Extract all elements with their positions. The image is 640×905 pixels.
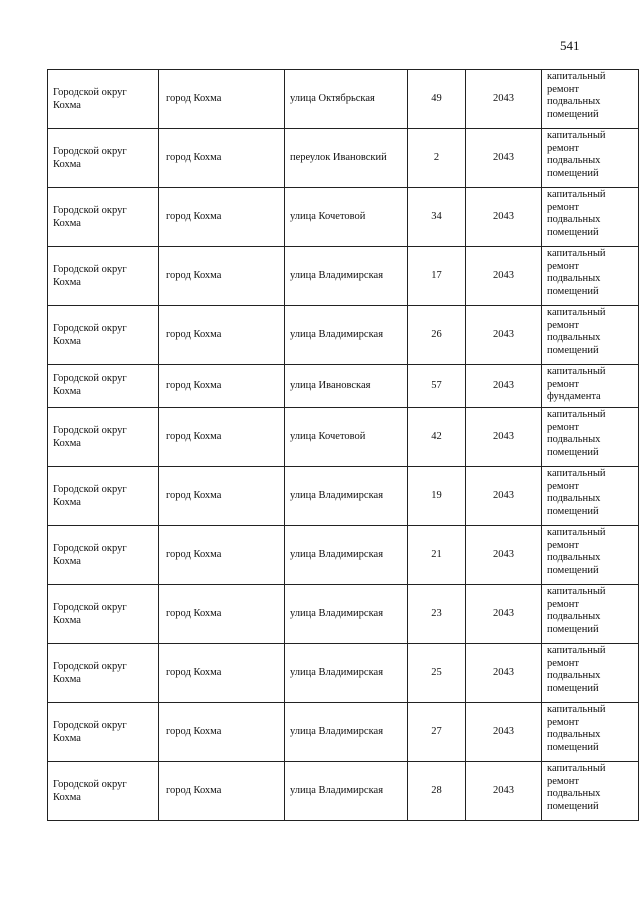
work-type-cell: капитальный ремонт подвальных помещений bbox=[542, 585, 639, 644]
work-type-cell: капитальный ремонт подвальных помещений bbox=[542, 703, 639, 762]
year-cell: 2043 bbox=[466, 365, 542, 408]
city-cell: город Кохма bbox=[159, 467, 285, 526]
city-cell: город Кохма bbox=[159, 762, 285, 821]
street-cell: улица Владимирская bbox=[285, 247, 408, 306]
street-cell: улица Владимирская bbox=[285, 644, 408, 703]
district-cell: Городской округ Кохма bbox=[48, 703, 159, 762]
table-row bbox=[48, 129, 639, 188]
house-number-cell: 23 bbox=[408, 585, 466, 644]
work-type-cell: капитальный ремонт подвальных помещений bbox=[542, 644, 639, 703]
street-cell: переулок Ивановский bbox=[285, 129, 408, 188]
work-type-cell: капитальный ремонт подвальных помещений bbox=[542, 247, 639, 306]
city-cell: город Кохма bbox=[159, 247, 285, 306]
district-cell: Городской округ Кохма bbox=[48, 247, 159, 306]
year-cell: 2043 bbox=[466, 188, 542, 247]
table-row bbox=[48, 306, 639, 365]
city-cell: город Кохма bbox=[159, 408, 285, 467]
year-cell: 2043 bbox=[466, 644, 542, 703]
street-cell: улица Владимирская bbox=[285, 526, 408, 585]
city-cell: город Кохма bbox=[159, 306, 285, 365]
street-cell: улица Кочетовой bbox=[285, 188, 408, 247]
city-cell: город Кохма bbox=[159, 585, 285, 644]
house-number-cell: 17 bbox=[408, 247, 466, 306]
table-row bbox=[48, 585, 639, 644]
registry-table bbox=[47, 69, 639, 821]
city-cell: город Кохма bbox=[159, 188, 285, 247]
house-number-cell: 19 bbox=[408, 467, 466, 526]
city-cell: город Кохма bbox=[159, 644, 285, 703]
house-number-cell: 27 bbox=[408, 703, 466, 762]
year-cell: 2043 bbox=[466, 306, 542, 365]
year-cell: 2043 bbox=[466, 585, 542, 644]
street-cell: улица Октябрьская bbox=[285, 70, 408, 129]
city-cell: город Кохма bbox=[159, 526, 285, 585]
table-row bbox=[48, 703, 639, 762]
district-cell: Городской округ Кохма bbox=[48, 188, 159, 247]
year-cell: 2043 bbox=[466, 526, 542, 585]
district-cell: Городской округ Кохма bbox=[48, 70, 159, 129]
district-cell: Городской округ Кохма bbox=[48, 306, 159, 365]
year-cell: 2043 bbox=[466, 129, 542, 188]
district-cell: Городской округ Кохма bbox=[48, 129, 159, 188]
house-number-cell: 28 bbox=[408, 762, 466, 821]
year-cell: 2043 bbox=[466, 703, 542, 762]
table-row bbox=[48, 762, 639, 821]
year-cell: 2043 bbox=[466, 408, 542, 467]
table-row bbox=[48, 644, 639, 703]
street-cell: улица Кочетовой bbox=[285, 408, 408, 467]
house-number-cell: 49 bbox=[408, 70, 466, 129]
table-row bbox=[48, 526, 639, 585]
house-number-cell: 57 bbox=[408, 365, 466, 408]
work-type-cell: капитальный ремонт подвальных помещений bbox=[542, 762, 639, 821]
table-row bbox=[48, 408, 639, 467]
work-type-cell: капитальный ремонт подвальных помещений bbox=[542, 188, 639, 247]
city-cell: город Кохма bbox=[159, 703, 285, 762]
district-cell: Городской округ Кохма bbox=[48, 467, 159, 526]
work-type-cell: капитальный ремонт подвальных помещений bbox=[542, 306, 639, 365]
year-cell: 2043 bbox=[466, 70, 542, 129]
year-cell: 2043 bbox=[466, 247, 542, 306]
street-cell: улица Владимирская bbox=[285, 306, 408, 365]
work-type-cell: капитальный ремонт фундамента bbox=[542, 365, 639, 408]
district-cell: Городской округ Кохма bbox=[48, 365, 159, 408]
street-cell: улица Владимирская bbox=[285, 762, 408, 821]
street-cell: улица Владимирская bbox=[285, 467, 408, 526]
street-cell: улица Владимирская bbox=[285, 585, 408, 644]
page-number: 541 bbox=[560, 38, 580, 53]
district-cell: Городской округ Кохма bbox=[48, 644, 159, 703]
district-cell: Городской округ Кохма bbox=[48, 762, 159, 821]
table-row bbox=[48, 365, 639, 408]
year-cell: 2043 bbox=[466, 762, 542, 821]
street-cell: улица Владимирская bbox=[285, 703, 408, 762]
year-cell: 2043 bbox=[466, 467, 542, 526]
work-type-cell: капитальный ремонт подвальных помещений bbox=[542, 70, 639, 129]
table-row bbox=[48, 70, 639, 129]
house-number-cell: 25 bbox=[408, 644, 466, 703]
house-number-cell: 21 bbox=[408, 526, 466, 585]
table-row bbox=[48, 247, 639, 306]
house-number-cell: 34 bbox=[408, 188, 466, 247]
house-number-cell: 26 bbox=[408, 306, 466, 365]
house-number-cell: 42 bbox=[408, 408, 466, 467]
district-cell: Городской округ Кохма bbox=[48, 526, 159, 585]
city-cell: город Кохма bbox=[159, 70, 285, 129]
work-type-cell: капитальный ремонт подвальных помещений bbox=[542, 467, 639, 526]
city-cell: город Кохма bbox=[159, 365, 285, 408]
work-type-cell: капитальный ремонт подвальных помещений bbox=[542, 526, 639, 585]
work-type-cell: капитальный ремонт подвальных помещений bbox=[542, 408, 639, 467]
district-cell: Городской округ Кохма bbox=[48, 408, 159, 467]
table-row bbox=[48, 467, 639, 526]
street-cell: улица Ивановская bbox=[285, 365, 408, 408]
house-number-cell: 2 bbox=[408, 129, 466, 188]
work-type-cell: капитальный ремонт подвальных помещений bbox=[542, 129, 639, 188]
district-cell: Городской округ Кохма bbox=[48, 585, 159, 644]
table-row bbox=[48, 188, 639, 247]
city-cell: город Кохма bbox=[159, 129, 285, 188]
